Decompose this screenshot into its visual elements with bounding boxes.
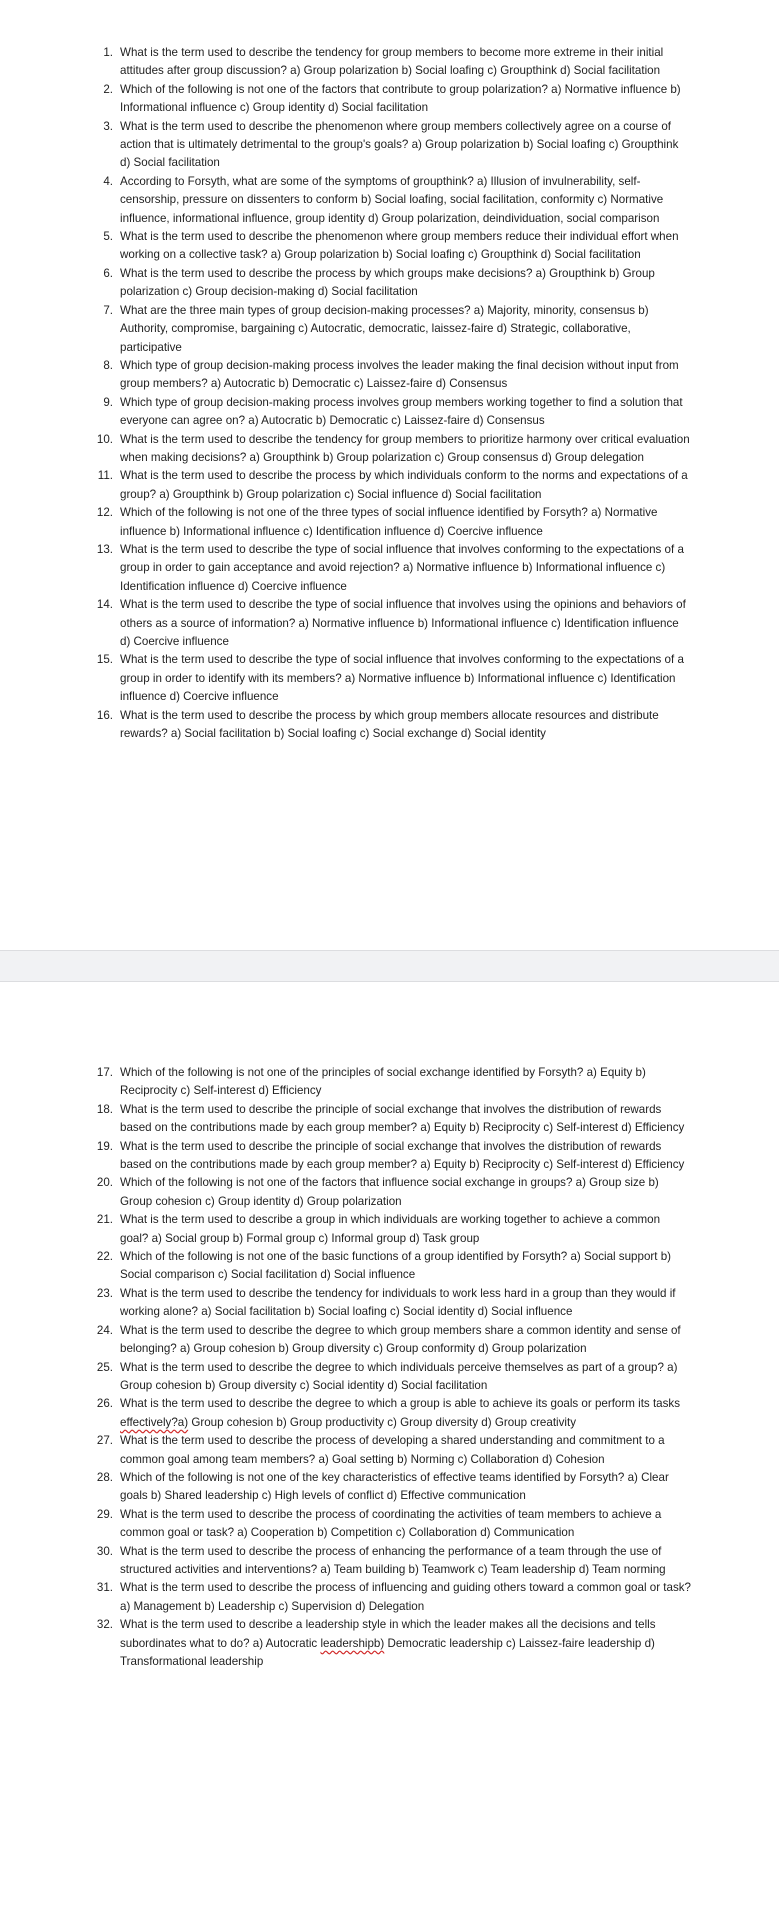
question-number: 29. (96, 1507, 113, 1521)
question-number: 20. (96, 1176, 113, 1190)
question-text-start: What is the term used to describe the degree to which a group is able to achieve its goals or perform its tasks (120, 1397, 680, 1411)
question-item (95, 81, 691, 118)
question-item (95, 1543, 691, 1580)
question-text: Which of the following is not one of the principles of social exchange identified by Forsyth? a) Equity b) Reciprocity c) Self-interest d) Efficiency (120, 1066, 646, 1098)
question-text-start: What is the term used to describe a leadership style in which the leader makes all the decisions and tells subordinates what to do? a) Autocratic (120, 1618, 656, 1650)
question-list (95, 1064, 691, 1671)
question-text: Which of the following is not one of the factors that contribute to group polarization? a) Normative influence b) Informational influence c) Group identity d) Social facilitation (120, 82, 681, 115)
question-item (95, 504, 691, 541)
question-text: What is the term used to describe the degree to which group members share a common identity and sense of belonging? a) Group cohesion b) Group diversity c) Group conformity d) Group polarization (120, 1323, 681, 1356)
question-text: Which type of group decision-making process involves the leader making the final decision without input from group members? a) Autocratic b) Democratic c) Laissez-faire d) Consensus (120, 358, 679, 391)
question-text: What is the term used to describe the process of developing a shared understanding and commitment to a common goal among team members? a) Goal setting b) Norming c) Collaboration d) Cohesion (120, 1434, 665, 1466)
question-number: 23. (96, 1286, 113, 1300)
question-number: 5. (103, 230, 113, 244)
document-page-2 (0, 982, 779, 1920)
question-number: 24. (96, 1323, 113, 1337)
question-number: 9. (103, 395, 113, 409)
question-item (95, 173, 691, 228)
question-text: What is the term used to describe the process of coordinating the activities of team members to achieve a common goal or task? a) Cooperation b) Competition c) Collaboration d) Communication (120, 1507, 662, 1540)
question-text: What is the term used to describe the principle of social exchange that involves the distribution of rewards based on the contributions made by each group member? a) Equity b) Reciprocity c) Self-interest d) Efficiency (120, 1139, 685, 1172)
question-number: 16. (96, 708, 113, 722)
question-text: Which of the following is not one of the three types of social influence identified by Forsyth? a) Normative influence b) Informational influence c) Identification influence d) Coercive influence (120, 506, 658, 538)
question-item (95, 707, 691, 744)
question-item (95, 1064, 691, 1101)
question-text: What is the term used to describe the process by which groups make decisions? a) Groupthink b) Group polarization c) Group decision-making d) Social facilitation (120, 266, 655, 299)
question-item (95, 1506, 691, 1543)
question-item (95, 1322, 691, 1359)
question-item (95, 1285, 691, 1322)
question-item (95, 651, 691, 706)
question-item (95, 357, 691, 394)
question-text: What is the term used to describe the tendency for group members to prioritize harmony over critical evaluation when making decisions? a) Groupthink b) Group polarization c) Group consensus d) Group delegation (120, 432, 690, 464)
question-text: Which of the following is not one of the basic functions of a group identified by Forsyth? a) Social support b) Social comparison c) Social facilitation d) Social influence (120, 1250, 672, 1282)
question-number: 14. (96, 598, 113, 612)
question-list (95, 44, 691, 743)
question-item (95, 1101, 691, 1138)
spellcheck-flagged-word: leadershipb) (320, 1636, 385, 1650)
question-number: 2. (103, 82, 113, 96)
question-number: 31. (96, 1581, 113, 1595)
question-number: 10. (96, 432, 113, 446)
question-number: 15. (96, 653, 113, 667)
question-number: 27. (96, 1434, 113, 1448)
question-number: 4. (103, 174, 113, 188)
question-text: What is the term used to describe the degree to which individuals perceive themselves as part of a group? a) Group cohesion b) Group diversity c) Social identity d) Social facilitation (120, 1360, 678, 1392)
page-separator (0, 950, 779, 982)
question-item (95, 596, 691, 651)
question-text: What is the term used to describe the type of social influence that involves conforming to the expectations of a group in order to gain acceptance and avoid rejection? a) Normative influence b) Informational influence c) Identification influence d) Coercive influence (120, 542, 684, 593)
question-number: 19. (96, 1139, 113, 1153)
question-text: What is the term used to describe the process by which group members allocate resources and distribute rewards? a) Social facilitation b) Social loafing c) Social exchange d) Social identity (120, 708, 659, 741)
question-text: What is the term used to describe the phenomenon where group members collectively agree on a course of action that is ultimately detrimental to the group's goals? a) Group polarization b) Social loafing c) Groupthink d) Social facilitation (120, 119, 679, 170)
question-text: Which type of group decision-making process involves group members working together to find a solution that everyone can agree on? a) Autocratic b) Democratic c) Laissez-faire d) Consensus (120, 395, 683, 428)
question-item (95, 1616, 691, 1671)
question-text-end: Democratic leadership c) Laissez-faire leadership d) Transformational leadership (120, 1636, 655, 1668)
spellcheck-flagged-word: effectively?a) (120, 1415, 189, 1429)
question-item (95, 228, 691, 265)
question-item (95, 1395, 691, 1432)
question-number: 1. (103, 46, 113, 59)
question-item (95, 1469, 691, 1506)
question-text: What are the three main types of group decision-making processes? a) Majority, minority, consensus b) Authority, compromise, bargaining c) Autocratic, democratic, laissez-faire d) Strategic, collaborative, participative (120, 303, 649, 354)
question-item (95, 44, 691, 81)
question-number: 7. (103, 303, 113, 317)
question-text: What is the term used to describe the type of social influence that involves conforming to the expectations of a group in order to identify with its members? a) Normative influence b) Informational influence c) Identification influence d) Coercive influence (120, 653, 684, 704)
question-number: 28. (96, 1470, 113, 1484)
question-number: 22. (96, 1250, 113, 1264)
question-item (95, 394, 691, 431)
question-item (95, 1248, 691, 1285)
question-item (95, 467, 691, 504)
question-number: 8. (103, 358, 113, 372)
question-number: 12. (96, 506, 113, 520)
question-text: What is the term used to describe the process by which individuals conform to the norms and expectations of a group? a) Groupthink b) Group polarization c) Social influence d) Social facilitation (120, 469, 688, 501)
question-item (95, 1579, 691, 1616)
question-number: 6. (103, 266, 113, 280)
question-item (95, 1211, 691, 1248)
question-number: 26. (96, 1397, 113, 1411)
question-item (95, 1359, 691, 1396)
question-text: Which of the following is not one of the key characteristics of effective teams identified by Forsyth? a) Clear goals b) Shared leadership c) High levels of conflict d) Effective communication (120, 1470, 669, 1503)
question-item (95, 1432, 691, 1469)
question-text: According to Forsyth, what are some of the symptoms of groupthink? a) Illusion of invulnerability, self-censorship, pressure on dissenters to conform b) Social loafing, social facilitation, conformity c) Normative influence, informational influence, group identity d) Group polarization, deindividuation, social comparison (120, 174, 664, 225)
question-text: What is the term used to describe the type of social influence that involves using the opinions and behaviors of others as a source of information? a) Normative influence b) Informational influence c) Identification influence d) Coercive influence (120, 598, 686, 648)
question-item (95, 302, 691, 357)
question-text: What is the term used to describe the tendency for group members to become more extreme in their initial attitudes after group discussion? a) Group polarization b) Social loafing c) Groupthink d) Social facilitation (120, 46, 664, 78)
question-item (95, 118, 691, 173)
question-item (95, 265, 691, 302)
question-item (95, 541, 691, 596)
question-number: 11. (97, 469, 113, 483)
question-number: 32. (96, 1618, 113, 1632)
document-page-1 (0, 0, 779, 950)
question-text: What is the term used to describe a group in which individuals are working together to achieve a common goal? a) Social group b) Formal group c) Informal group d) Task group (120, 1213, 661, 1245)
question-text-end: Group cohesion b) Group productivity c) Group diversity d) Group creativity (188, 1415, 577, 1429)
question-number: 13. (96, 542, 113, 556)
question-number: 3. (103, 119, 113, 133)
question-text: What is the term used to describe the process of enhancing the performance of a team through the use of structured activities and interventions? a) Team building b) Teamwork c) Team leadership d) Team norming (120, 1544, 666, 1576)
question-number: 17. (96, 1066, 113, 1079)
question-text: What is the term used to describe the phenomenon where group members reduce their individual effort when working on a collective task? a) Group polarization b) Social loafing c) Groupthink d) Social facilitation (120, 230, 679, 262)
question-number: 18. (96, 1102, 113, 1116)
question-item (95, 1174, 691, 1211)
question-item (95, 1138, 691, 1175)
question-text: What is the term used to describe the process of influencing and guiding others toward a common goal or task? a) Management b) Leadership c) Supervision d) Delegation (120, 1581, 691, 1613)
question-item (95, 431, 691, 468)
question-text: What is the term used to describe the principle of social exchange that involves the distribution of rewards based on the contributions made by each group member? a) Equity b) Reciprocity c) Self-interest d) Efficiency (120, 1102, 685, 1135)
question-text: What is the term used to describe the tendency for individuals to work less hard in a group than they would if working alone? a) Social facilitation b) Social loafing c) Social identity d) Social influence (120, 1286, 676, 1319)
question-number: 21. (96, 1213, 113, 1227)
question-number: 25. (96, 1360, 113, 1374)
question-text: Which of the following is not one of the factors that influence social exchange in groups? a) Group size b) Group cohesion c) Group identity d) Group polarization (120, 1176, 659, 1208)
question-number: 30. (96, 1544, 113, 1558)
